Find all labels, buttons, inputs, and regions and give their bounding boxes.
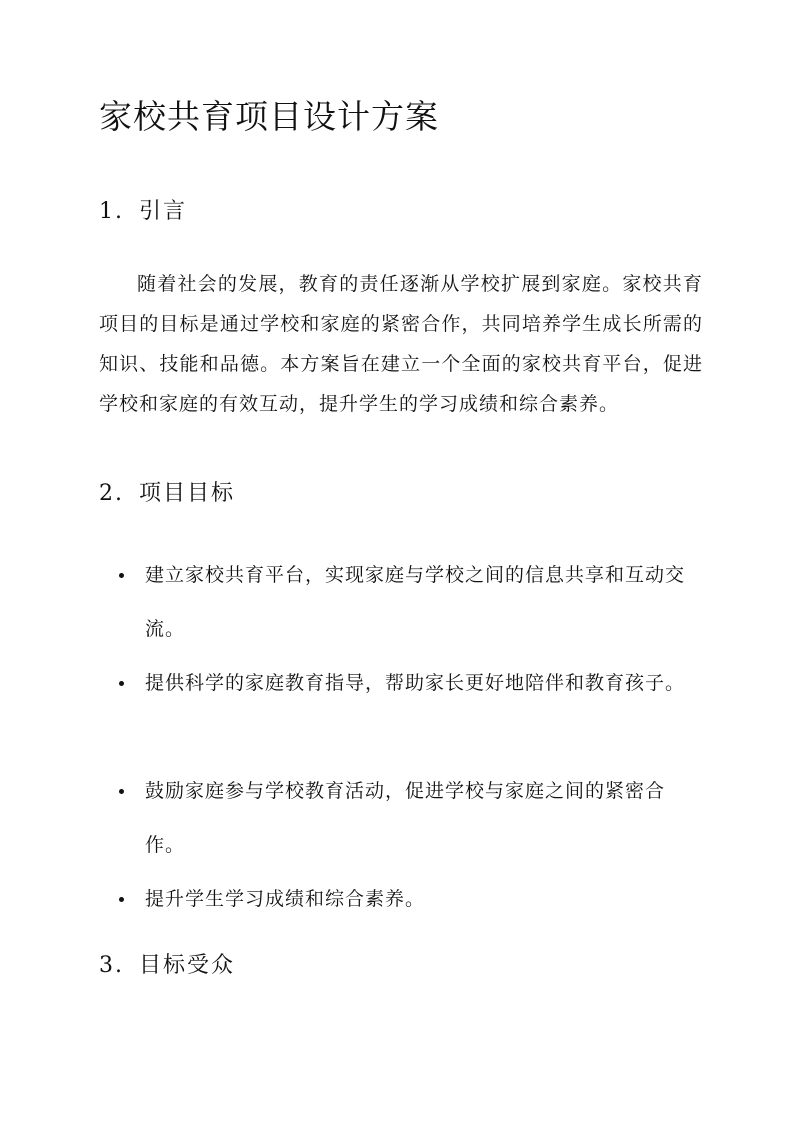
- list-item: [99, 548, 703, 656]
- section-heading-target-audience: [99, 950, 235, 982]
- introduction-paragraph: 随着社会的发展，教育的责任逐渐从学校扩展到家庭。家校共育项目的目标是通过学校和家庭的紧密合作，共同培养学生成长所需的知识、技能和品德。本方案旨在建立一个全面的家校共育平台，促进学校和家庭的有效互动，提升学生的学习成绩和综合素养。: [99, 273, 703, 415]
- section-title: 项目目标: [139, 481, 236, 506]
- list-item: [99, 872, 703, 926]
- bullet-dot-icon: [119, 789, 124, 794]
- bullet-dot-icon: [119, 897, 124, 902]
- list-item-text: 提升学生学习成绩和综合素养。: [145, 888, 426, 910]
- project-goals-list: [99, 548, 703, 926]
- bullet-dot-icon: [119, 681, 124, 686]
- list-item-text: 鼓励家庭参与学校教育活动，促进学校与家庭之间的紧密合作。: [145, 780, 666, 856]
- list-item-text: 提供科学的家庭教育指导，帮助家长更好地陪伴和教育孩子。: [145, 672, 686, 694]
- section-number: 2.: [99, 481, 124, 506]
- section-number: 3.: [99, 953, 124, 978]
- list-item: [99, 656, 703, 764]
- section-number: 1.: [99, 199, 124, 224]
- list-item-text: 建立家校共育平台，实现家庭与学校之间的信息共享和互动交流。: [145, 564, 686, 640]
- section-title: 目标受众: [139, 953, 236, 978]
- section-title: 引言: [139, 199, 188, 224]
- list-item: [99, 764, 703, 872]
- section-heading-project-goals: [99, 478, 235, 510]
- document-title: 家校共育项目设计方案: [99, 97, 439, 136]
- bullet-dot-icon: [119, 573, 124, 578]
- section-heading-introduction: [99, 196, 187, 228]
